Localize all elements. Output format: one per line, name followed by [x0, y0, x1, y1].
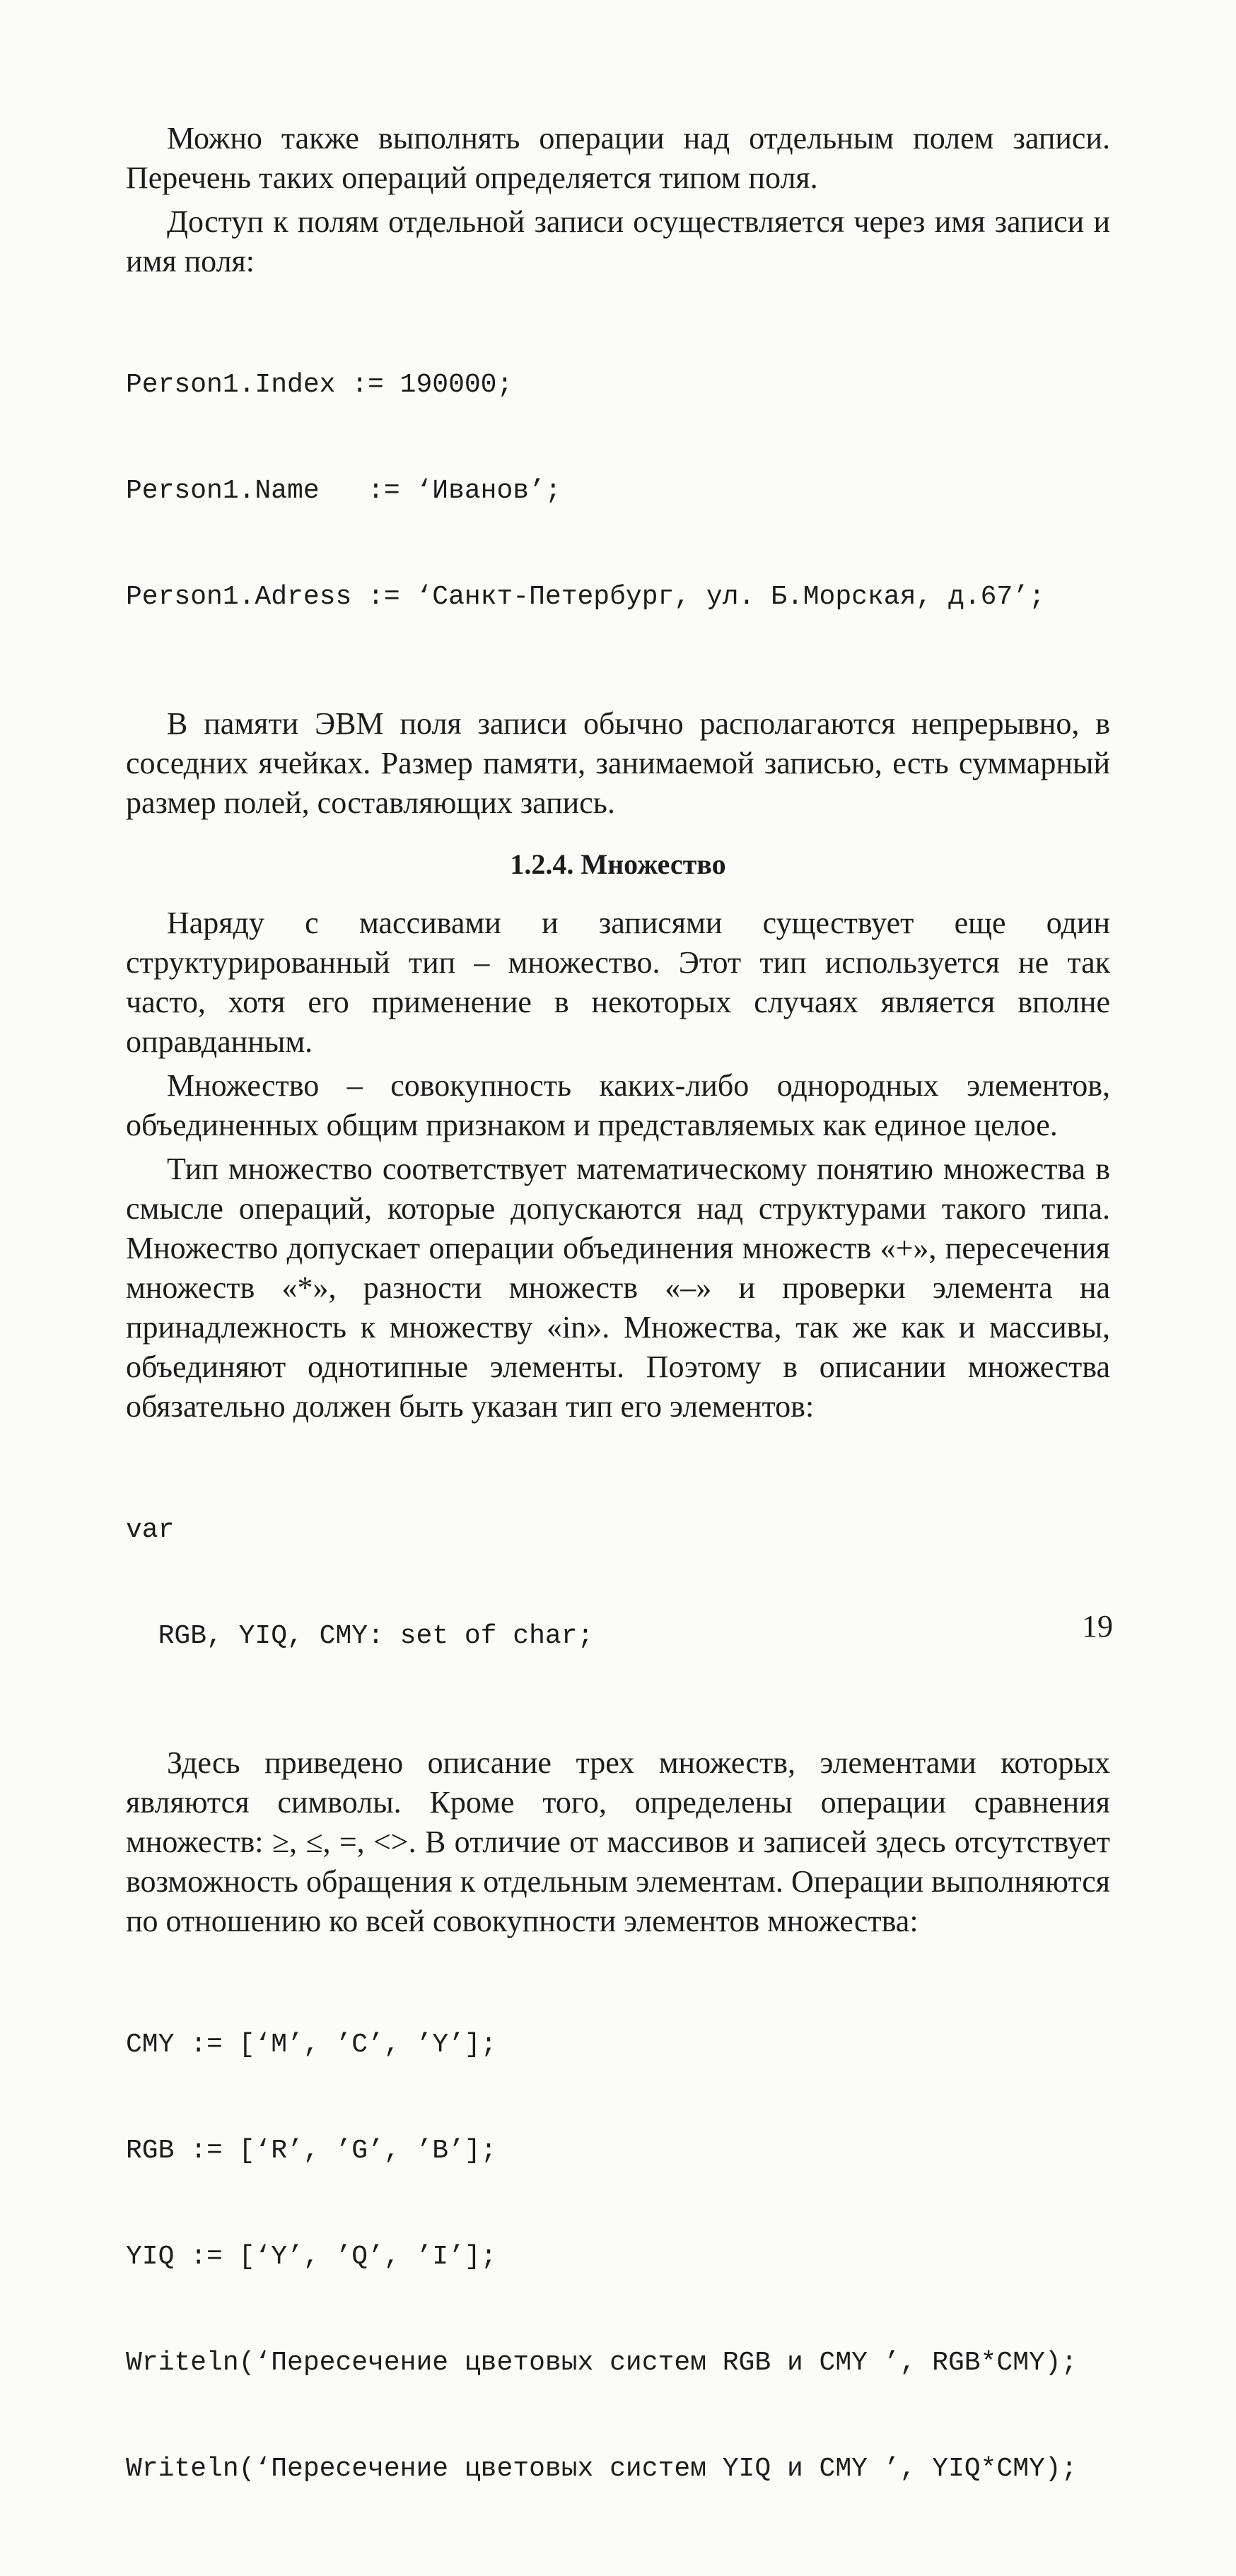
code-line: CMY := [‘M’, ’C’, ’Y’];	[126, 2030, 497, 2060]
page-content	[126, 119, 1110, 2576]
paragraph: Тип множество соответствует математическому понятию множества в смысле операций, которые допускаются над структурами такого типа. Множество допускает операции объединения множеств «+», пересечения множеств «*», разности множеств «–» и проверки элемента на принадлежность к множеству «in». Множества, так же как и массивы, объединяют однотипные элементы. Поэтому в описании множества обязательно должен быть указан тип его элементов:	[126, 1152, 1110, 1424]
code-line: YIQ := [‘Y’, ’Q’, ’I’];	[126, 2242, 497, 2272]
code-line: Writeln(‘Пересечение цветовых систем YIQ и CMY ’, YIQ*CMY);	[126, 2454, 1078, 2484]
code-line: Person1.Index := 190000;	[126, 370, 513, 400]
paragraph: Доступ к полям отдельной записи осуществляется через имя записи и имя поля:	[126, 204, 1110, 279]
paragraph: Можно также выполнять операции над отдельным полем записи. Перечень таких операций определяется типом поля.	[126, 121, 1110, 195]
section-heading: 1.2.4. Множество	[510, 848, 726, 880]
paragraph: Множество – совокупность каких-либо однородных элементов, объединенных общим признаком и представляемых как единое целое.	[126, 1068, 1110, 1142]
code-block-ops	[126, 1957, 1110, 2558]
code-line: var	[126, 1515, 175, 1545]
paragraph: Наряду с массивами и записями существует еще один структурированный тип – множество. Этот тип используется не так часто, хотя его применение в некоторых случаях является вполне оправданным.	[126, 906, 1110, 1059]
code-line: RGB, YIQ, CMY: set of char;	[126, 1621, 594, 1651]
paragraph: Здесь приведено описание трех множеств, элементами которых являются символы. Кроме того, определены операции сравнения множеств: ≥, ≤, =, <>. В отличие от массивов и записей здесь отсутствует возможность обращения к отдельным элементам. Операции выполняются по отношению ко всей совокупности элементов множества:	[126, 1745, 1110, 1938]
code-line: Person1.Adress := ‘Санкт-Петербург, ул. Б.Морская, д.67’;	[126, 582, 1045, 612]
code-line: Person1.Name := ‘Иванов’;	[126, 476, 561, 506]
code-line: RGB := [‘R’, ’G’, ’B’];	[126, 2136, 497, 2166]
page-number: 19	[1082, 1609, 1113, 1644]
code-block-record	[126, 297, 1110, 686]
paragraph: В памяти ЭВМ поля записи обычно располагаются непрерывно, в соседних ячейках. Размер памяти, занимаемой записью, есть суммарный размер полей, составляющих запись.	[126, 706, 1110, 820]
code-block-var	[126, 1442, 1110, 1725]
code-line: Writeln(‘Пересечение цветовых систем RGB и CMY ’, RGB*CMY);	[126, 2348, 1078, 2378]
